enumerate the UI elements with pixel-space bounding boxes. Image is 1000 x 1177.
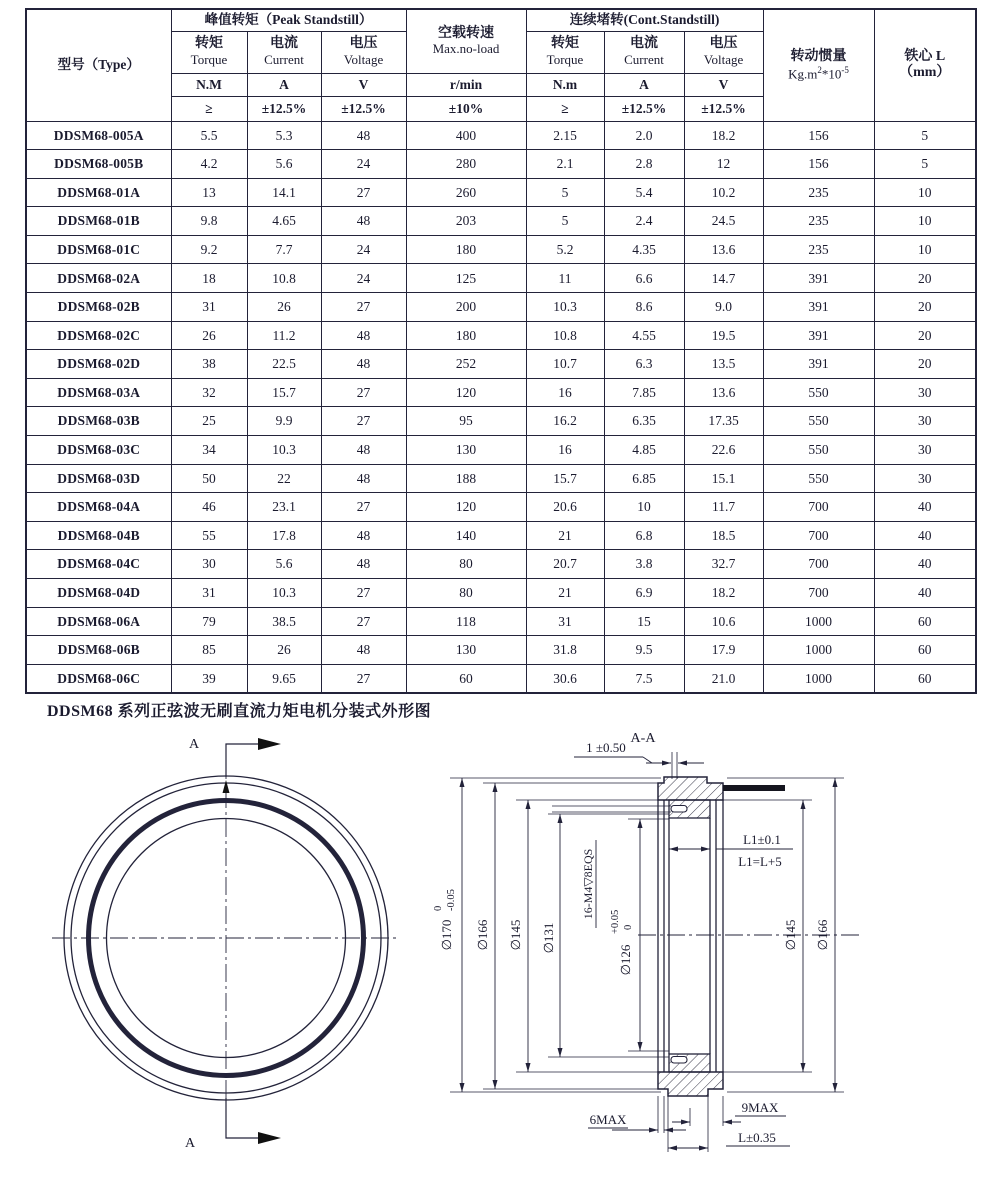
value-cell: 30.6 <box>526 664 604 693</box>
value-cell: 10 <box>874 235 976 264</box>
value-cell: 19.5 <box>684 321 763 350</box>
value-cell: 5 <box>874 150 976 179</box>
value-cell: 4.2 <box>171 150 247 179</box>
value-cell: 60 <box>874 664 976 693</box>
svg-text:0: 0 <box>433 905 444 911</box>
value-cell: 60 <box>406 664 526 693</box>
dim-d131 <box>541 923 556 954</box>
dim-l-tol: L±0.35 <box>738 1130 776 1145</box>
value-cell: 48 <box>321 521 406 550</box>
svg-text:∅166: ∅166 <box>475 919 490 951</box>
value-cell: 31 <box>171 293 247 322</box>
value-cell: 25 <box>171 407 247 436</box>
value-cell: 40 <box>874 579 976 608</box>
value-cell: 3.8 <box>604 550 684 579</box>
value-cell: 1000 <box>763 664 874 693</box>
value-cell: 30 <box>874 407 976 436</box>
tol-ge-cont: ≥ <box>526 96 604 121</box>
svg-text:-0.05: -0.05 <box>446 889 457 911</box>
unit-nm-cont: N.m <box>526 73 604 96</box>
value-cell: 27 <box>321 664 406 693</box>
value-cell: 391 <box>763 293 874 322</box>
value-cell: 5.6 <box>247 550 321 579</box>
model-cell: DDSM68-01A <box>26 178 171 207</box>
value-cell: 15.7 <box>247 378 321 407</box>
dim-d170 <box>433 889 457 950</box>
value-cell: 550 <box>763 436 874 465</box>
value-cell: 391 <box>763 321 874 350</box>
value-cell: 5.5 <box>171 121 247 150</box>
value-cell: 10.3 <box>247 579 321 608</box>
value-cell: 130 <box>406 436 526 465</box>
value-cell: 48 <box>321 121 406 150</box>
value-cell: 6.35 <box>604 407 684 436</box>
value-cell: 4.65 <box>247 207 321 236</box>
noload-en: Max.no-load <box>432 40 500 56</box>
col-header-cont-voltage: 电压 Voltage <box>684 31 763 73</box>
value-cell: 13.6 <box>684 378 763 407</box>
model-cell: DDSM68-04B <box>26 521 171 550</box>
value-cell: 700 <box>763 521 874 550</box>
col-header-cont-current: 电流 Current <box>604 31 684 73</box>
model-cell: DDSM68-03B <box>26 407 171 436</box>
value-cell: 20.7 <box>526 550 604 579</box>
value-cell: 140 <box>406 521 526 550</box>
value-cell: 27 <box>321 493 406 522</box>
model-cell: DDSM68-02D <box>26 350 171 379</box>
value-cell: 6.6 <box>604 264 684 293</box>
value-cell: 391 <box>763 264 874 293</box>
svg-text:16-M4▽8EQS: 16-M4▽8EQS <box>581 848 595 920</box>
value-cell: 9.5 <box>604 636 684 665</box>
value-cell: 48 <box>321 350 406 379</box>
value-cell: 6.8 <box>604 521 684 550</box>
value-cell: 7.85 <box>604 378 684 407</box>
value-cell: 5.4 <box>604 178 684 207</box>
value-cell: 23.1 <box>247 493 321 522</box>
bottom-flange <box>658 1072 723 1096</box>
value-cell: 48 <box>321 550 406 579</box>
value-cell: 235 <box>763 178 874 207</box>
value-cell: 5 <box>526 207 604 236</box>
value-cell: 17.35 <box>684 407 763 436</box>
value-cell: 95 <box>406 407 526 436</box>
drawing-caption: DDSM68 系列正弦波无刷直流力矩电机分装式外形图 <box>47 703 432 720</box>
value-cell: 180 <box>406 321 526 350</box>
value-cell: 48 <box>321 436 406 465</box>
value-cell: 21 <box>526 521 604 550</box>
value-cell: 26 <box>171 321 247 350</box>
col-header-peak-current: 电流 Current <box>247 31 321 73</box>
dim-holes <box>581 840 596 928</box>
value-cell: 22.6 <box>684 436 763 465</box>
section-name-label: A-A <box>630 731 656 746</box>
value-cell: 130 <box>406 636 526 665</box>
value-cell: 6.3 <box>604 350 684 379</box>
value-cell: 60 <box>874 607 976 636</box>
value-cell: 16.2 <box>526 407 604 436</box>
value-cell: 400 <box>406 121 526 150</box>
model-cell: DDSM68-02B <box>26 293 171 322</box>
value-cell: 700 <box>763 550 874 579</box>
value-cell: 22 <box>247 464 321 493</box>
svg-text:0: 0 <box>623 924 634 930</box>
dim-flange-thickness: 1 ±0.50 <box>586 740 626 755</box>
value-cell: 85 <box>171 636 247 665</box>
dim-l1-tol: L1±0.1 <box>743 832 781 847</box>
value-cell: 10.6 <box>684 607 763 636</box>
value-cell: 5 <box>526 178 604 207</box>
value-cell: 40 <box>874 493 976 522</box>
value-cell: 550 <box>763 407 874 436</box>
value-cell: 18.5 <box>684 521 763 550</box>
slot-top <box>671 806 687 813</box>
inertia-cn: 转动惯量 <box>790 48 847 64</box>
value-cell: 14.7 <box>684 264 763 293</box>
value-cell: 20 <box>874 350 976 379</box>
svg-text:∅145: ∅145 <box>508 919 523 951</box>
value-cell: 24 <box>321 264 406 293</box>
value-cell: 6.85 <box>604 464 684 493</box>
model-cell: DDSM68-06C <box>26 664 171 693</box>
value-cell: 1000 <box>763 636 874 665</box>
extension-lines <box>450 752 844 1152</box>
value-cell: 27 <box>321 293 406 322</box>
value-cell: 48 <box>321 321 406 350</box>
value-cell: 118 <box>406 607 526 636</box>
value-cell: 156 <box>763 150 874 179</box>
value-cell: 700 <box>763 493 874 522</box>
value-cell: 391 <box>763 350 874 379</box>
value-cell: 10.3 <box>526 293 604 322</box>
value-cell: 13.5 <box>684 350 763 379</box>
value-cell: 235 <box>763 207 874 236</box>
tol-current-peak: ±12.5% <box>247 96 321 121</box>
unit-nm-peak: N.M <box>171 73 247 96</box>
value-cell: 15.1 <box>684 464 763 493</box>
value-cell: 10 <box>604 493 684 522</box>
tol-noload: ±10% <box>406 96 526 121</box>
noload-cn: 空载转速 <box>438 25 494 41</box>
value-cell: 550 <box>763 378 874 407</box>
value-cell: 2.15 <box>526 121 604 150</box>
value-cell: 700 <box>763 579 874 608</box>
value-cell: 2.8 <box>604 150 684 179</box>
value-cell: 20 <box>874 321 976 350</box>
value-cell: 7.5 <box>604 664 684 693</box>
value-cell: 9.2 <box>171 235 247 264</box>
value-cell: 4.85 <box>604 436 684 465</box>
value-cell: 8.6 <box>604 293 684 322</box>
value-cell: 1000 <box>763 607 874 636</box>
value-cell: 80 <box>406 550 526 579</box>
svg-text:∅145: ∅145 <box>783 919 798 951</box>
unit-a-cont: A <box>604 73 684 96</box>
value-cell: 24 <box>321 235 406 264</box>
value-cell: 9.8 <box>171 207 247 236</box>
value-cell: 30 <box>171 550 247 579</box>
tol-voltage-cont: ±12.5% <box>684 96 763 121</box>
model-cell: DDSM68-03C <box>26 436 171 465</box>
value-cell: 200 <box>406 293 526 322</box>
value-cell: 13.6 <box>684 235 763 264</box>
col-group-cont: 连续堵转(Cont.Standstill) <box>526 9 763 31</box>
value-cell: 2.1 <box>526 150 604 179</box>
value-cell: 10 <box>874 178 976 207</box>
col-group-peak: 峰值转矩（Peak Standstill） <box>171 9 406 31</box>
value-cell: 235 <box>763 235 874 264</box>
value-cell: 180 <box>406 235 526 264</box>
value-cell: 120 <box>406 378 526 407</box>
value-cell: 6.9 <box>604 579 684 608</box>
value-cell: 550 <box>763 464 874 493</box>
value-cell: 10.8 <box>247 264 321 293</box>
value-cell: 4.35 <box>604 235 684 264</box>
value-cell: 2.4 <box>604 207 684 236</box>
value-cell: 27 <box>321 378 406 407</box>
value-cell: 32.7 <box>684 550 763 579</box>
value-cell: 79 <box>171 607 247 636</box>
value-cell: 125 <box>406 264 526 293</box>
model-cell: DDSM68-02A <box>26 264 171 293</box>
dim-d145-right <box>783 920 798 951</box>
model-cell: DDSM68-005B <box>26 150 171 179</box>
value-cell: 260 <box>406 178 526 207</box>
value-cell: 27 <box>321 607 406 636</box>
value-cell: 26 <box>247 636 321 665</box>
dim-d166-left <box>475 919 490 950</box>
model-cell: DDSM68-02C <box>26 321 171 350</box>
value-cell: 32 <box>171 378 247 407</box>
model-cell: DDSM68-01B <box>26 207 171 236</box>
value-cell: 40 <box>874 521 976 550</box>
value-cell: 38 <box>171 350 247 379</box>
value-cell: 22.5 <box>247 350 321 379</box>
value-cell: 24.5 <box>684 207 763 236</box>
value-cell: 27 <box>321 178 406 207</box>
dim-6max: 6MAX <box>589 1112 627 1127</box>
value-cell: 9.0 <box>684 293 763 322</box>
value-cell: 30 <box>874 464 976 493</box>
unit-v-cont: V <box>684 73 763 96</box>
value-cell: 17.8 <box>247 521 321 550</box>
value-cell: 30 <box>874 436 976 465</box>
value-cell: 40 <box>874 550 976 579</box>
value-cell: 18.2 <box>684 121 763 150</box>
value-cell: 13 <box>171 178 247 207</box>
tol-voltage-peak: ±12.5% <box>321 96 406 121</box>
value-cell: 48 <box>321 464 406 493</box>
core-cn: 铁心 L <box>904 49 946 65</box>
value-cell: 156 <box>763 121 874 150</box>
svg-text:∅126: ∅126 <box>618 944 633 976</box>
svg-text:+0.05: +0.05 <box>610 909 621 934</box>
value-cell: 4.55 <box>604 321 684 350</box>
value-cell: 280 <box>406 150 526 179</box>
value-cell: 188 <box>406 464 526 493</box>
core-unit: （mm） <box>899 65 951 81</box>
value-cell: 38.5 <box>247 607 321 636</box>
value-cell: 16 <box>526 378 604 407</box>
model-cell: DDSM68-03A <box>26 378 171 407</box>
value-cell: 5.6 <box>247 150 321 179</box>
tol-ge-peak: ≥ <box>171 96 247 121</box>
tol-current-cont: ±12.5% <box>604 96 684 121</box>
svg-text:∅131: ∅131 <box>541 922 556 954</box>
section-label-bottom: A <box>184 1136 196 1151</box>
value-cell: 14.1 <box>247 178 321 207</box>
inertia-unit: $Kg.m^2*10^{-5}$ <box>788 64 849 81</box>
value-cell: 60 <box>874 636 976 665</box>
model-cell: DDSM68-005A <box>26 121 171 150</box>
value-cell: 31 <box>526 607 604 636</box>
value-cell: 27 <box>321 579 406 608</box>
value-cell: 46 <box>171 493 247 522</box>
value-cell: 27 <box>321 407 406 436</box>
value-cell: 252 <box>406 350 526 379</box>
value-cell: 30 <box>874 378 976 407</box>
dim-l1-eq: L1=L+5 <box>738 854 782 869</box>
value-cell: 10.2 <box>684 178 763 207</box>
value-cell: 10.8 <box>526 321 604 350</box>
value-cell: 24 <box>321 150 406 179</box>
value-cell: 10 <box>874 207 976 236</box>
model-cell: DDSM68-04D <box>26 579 171 608</box>
value-cell: 20 <box>874 264 976 293</box>
value-cell: 17.9 <box>684 636 763 665</box>
dim-9max: 9MAX <box>741 1100 779 1115</box>
value-cell: 5.2 <box>526 235 604 264</box>
dim-d126 <box>610 910 634 976</box>
value-cell: 31.8 <box>526 636 604 665</box>
section-arrow-bottom <box>226 1098 281 1144</box>
value-cell: 21 <box>526 579 604 608</box>
col-header-cont-torque: 转矩 Torque <box>526 31 604 73</box>
value-cell: 26 <box>247 293 321 322</box>
dim-d166-right <box>815 919 830 950</box>
value-cell: 15 <box>604 607 684 636</box>
value-cell: 50 <box>171 464 247 493</box>
value-cell: 7.7 <box>247 235 321 264</box>
unit-a-peak: A <box>247 73 321 96</box>
model-cell: DDSM68-04C <box>26 550 171 579</box>
value-cell: 11 <box>526 264 604 293</box>
value-cell: 48 <box>321 207 406 236</box>
value-cell: 34 <box>171 436 247 465</box>
value-cell: 5 <box>874 121 976 150</box>
unit-v-peak: V <box>321 73 406 96</box>
value-cell: 16 <box>526 436 604 465</box>
value-cell: 10.7 <box>526 350 604 379</box>
svg-text:∅166: ∅166 <box>815 919 830 951</box>
value-cell: 203 <box>406 207 526 236</box>
svg-text:∅170: ∅170 <box>439 919 454 951</box>
value-cell: 55 <box>171 521 247 550</box>
col-header-peak-torque: 转矩 Torque <box>171 31 247 73</box>
value-cell: 18 <box>171 264 247 293</box>
value-cell: 10.3 <box>247 436 321 465</box>
model-cell: DDSM68-03D <box>26 464 171 493</box>
value-cell: 9.9 <box>247 407 321 436</box>
lead-wire <box>723 785 785 791</box>
value-cell: 11.7 <box>684 493 763 522</box>
value-cell: 20.6 <box>526 493 604 522</box>
value-cell: 12 <box>684 150 763 179</box>
model-cell: DDSM68-01C <box>26 235 171 264</box>
value-cell: 120 <box>406 493 526 522</box>
top-flange <box>658 777 723 800</box>
value-cell: 9.65 <box>247 664 321 693</box>
section-label-top: A <box>188 737 200 752</box>
value-cell: 2.0 <box>604 121 684 150</box>
dim-d145-left <box>508 920 523 951</box>
value-cell: 39 <box>171 664 247 693</box>
slot-bottom <box>671 1057 687 1064</box>
model-cell: DDSM68-06A <box>26 607 171 636</box>
value-cell: 31 <box>171 579 247 608</box>
value-cell: 80 <box>406 579 526 608</box>
value-cell: 48 <box>321 636 406 665</box>
value-cell: 5.3 <box>247 121 321 150</box>
front-view <box>52 738 400 1144</box>
col-header-type: 型号（Type） <box>26 9 171 121</box>
value-cell: 21.0 <box>684 664 763 693</box>
model-cell: DDSM68-06B <box>26 636 171 665</box>
model-cell: DDSM68-04A <box>26 493 171 522</box>
value-cell: 18.2 <box>684 579 763 608</box>
unit-rpm: r/min <box>406 73 526 96</box>
col-header-peak-voltage: 电压 Voltage <box>321 31 406 73</box>
value-cell: 15.7 <box>526 464 604 493</box>
value-cell: 20 <box>874 293 976 322</box>
value-cell: 11.2 <box>247 321 321 350</box>
